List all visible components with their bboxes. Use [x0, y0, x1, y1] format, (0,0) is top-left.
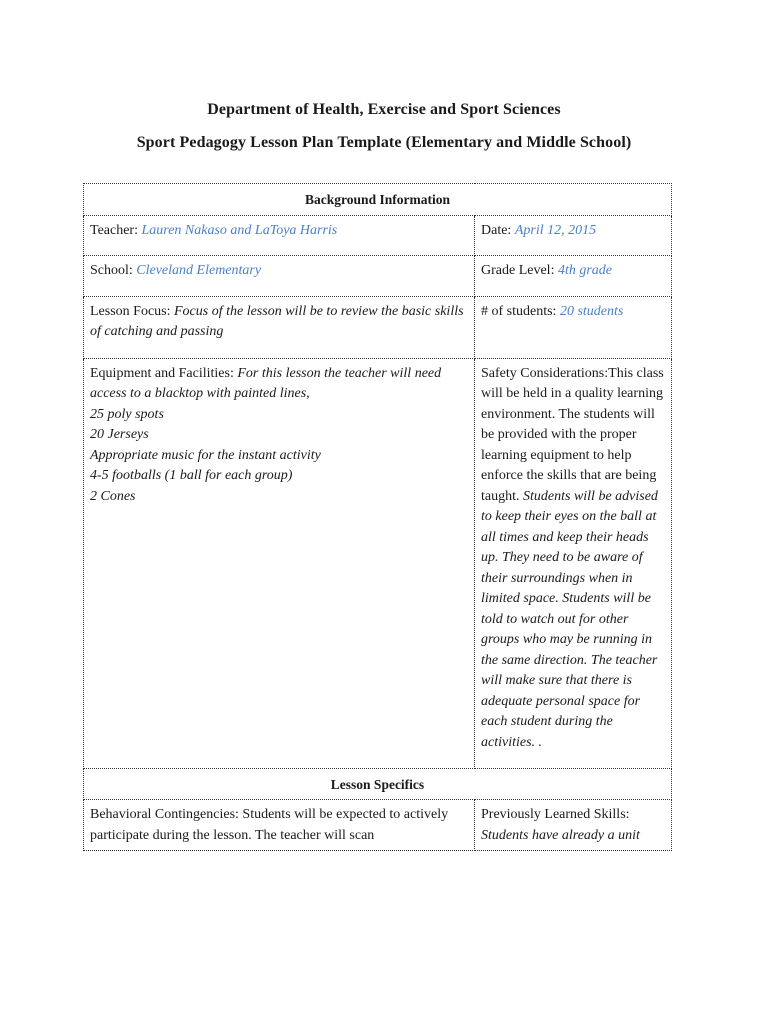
background-header-row: [84, 184, 672, 216]
skills-text: Students have already a unit: [481, 827, 640, 843]
skills-label: Previously Learned Skills:: [481, 807, 630, 822]
equipment-item: 4-5 footballs (1 ball for each group): [90, 468, 293, 483]
grade-cell: [475, 255, 672, 296]
teacher-cell: [84, 215, 475, 255]
teacher-label: Teacher:: [90, 222, 142, 238]
equipment-item: 25 poly spots: [90, 406, 164, 422]
equipment-item: 20 Jerseys: [90, 427, 149, 442]
safety-label: Safety Considerations:: [481, 365, 609, 381]
equipment-row: [84, 358, 672, 768]
date-label: Date:: [481, 222, 515, 238]
equipment-cell: [84, 358, 475, 768]
lesson-plan-table: [83, 183, 672, 851]
specifics-header-row: [84, 768, 672, 800]
date-value: April 12, 2015: [514, 222, 597, 238]
department-title: Department of Health, Exercise and Sport Sciences: [207, 101, 561, 118]
equipment-label: Equipment and Facilities:: [90, 365, 238, 381]
behavioral-label: Behavioral Contingencies:: [90, 807, 243, 822]
focus-value: Focus of the lesson will be to review the basic skills of catching and passing: [90, 303, 464, 339]
template-title: Sport Pedagogy Lesson Plan Template (Elementary and Middle School): [136, 134, 632, 151]
date-cell: [475, 215, 672, 255]
focus-row: [84, 296, 672, 358]
background-section-title: Background Information: [84, 184, 672, 216]
students-label: # of students:: [481, 303, 560, 319]
school-value: Cleveland Elementary: [136, 262, 262, 278]
students-value: 20 students: [559, 303, 624, 319]
focus-label: Lesson Focus:: [90, 303, 174, 319]
equipment-item: Appropriate music for the instant activity: [90, 447, 321, 463]
specifics-section-title: Lesson Specifics: [84, 768, 672, 800]
equipment-item: 2 Cones: [90, 488, 136, 504]
safety-italic-text: Students will be advised to keep their eyes on the ball at all times and keep their heads up. They need to be aware of their surroundings when in limited space. Students will be told to watch out for other groups who may be running in the same direction. The teacher will make sure that there is adequate personal space for each student during the activities. .: [481, 488, 658, 750]
teacher-value: Lauren Nakaso and LaToya Harris: [141, 222, 338, 238]
school-label: School:: [90, 262, 137, 278]
behavioral-row: [84, 800, 672, 851]
safety-cell: [475, 358, 672, 768]
grade-label: Grade Level:: [481, 262, 558, 278]
equipment-intro: For this lesson the teacher will need access to a blacktop with painted lines,: [90, 365, 442, 401]
focus-cell: [84, 296, 475, 358]
safety-plain-text: This class will be held in a quality learning environment. The students will be provided with the proper learning equipment to help enforce the skills that are being taught.: [481, 365, 664, 504]
school-row: [84, 255, 672, 296]
grade-value: 4th grade: [557, 262, 613, 278]
skills-cell: [475, 800, 672, 851]
students-cell: [475, 296, 672, 358]
behavioral-cell: [84, 800, 475, 851]
behavioral-text: Students will be expected to actively participate during the lesson. The teacher will scan: [90, 807, 449, 843]
school-cell: [84, 255, 475, 296]
teacher-row: [84, 215, 672, 255]
